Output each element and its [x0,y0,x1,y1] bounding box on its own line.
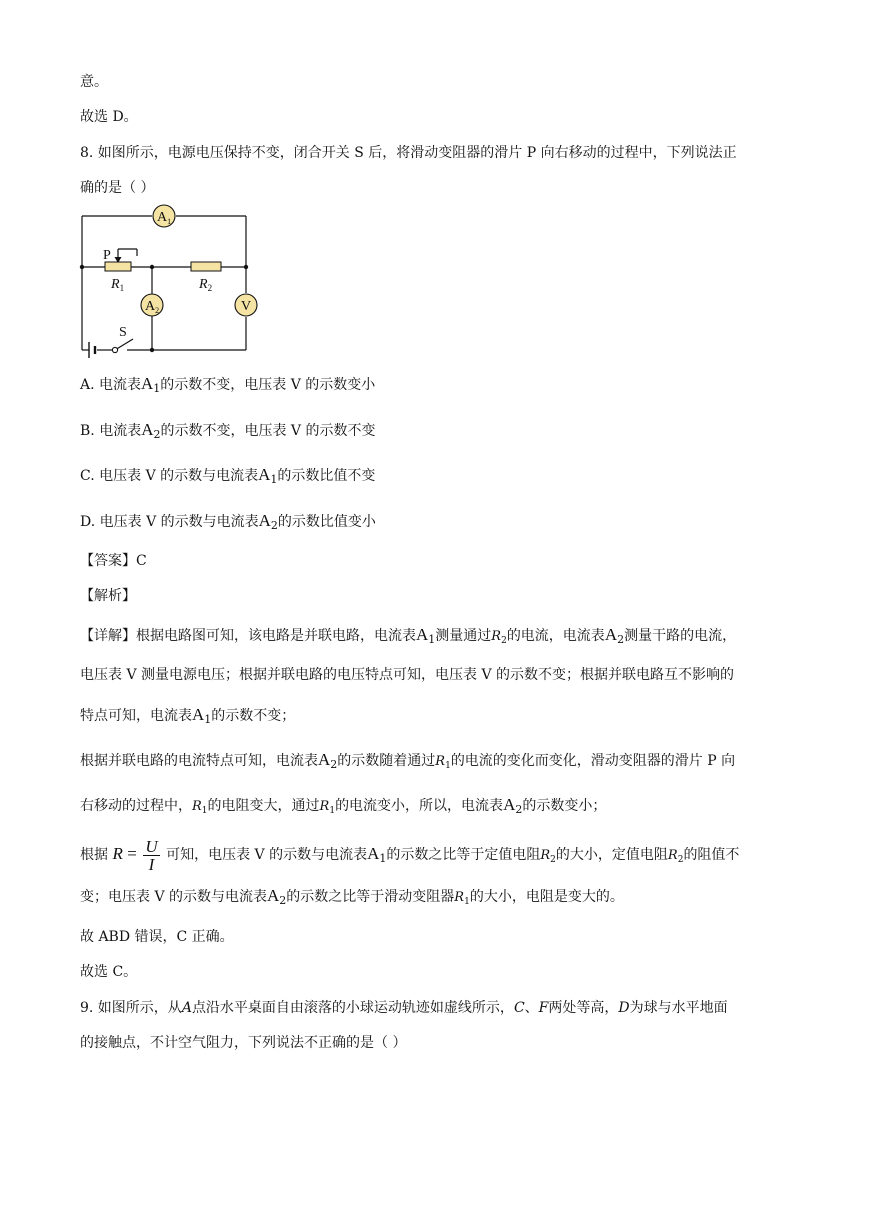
detail-line: 特点可知，电流表$A_1$的示数不变； [80,705,296,726]
svg-text:P: P [103,248,111,263]
analysis-label: 【解析】 [80,588,136,604]
question-9-stem: 9. 如图所示，从A点沿水平桌面自由滚落的小球运动轨迹如虚线所示，C、F两处等高，D为球与水平地面 [80,1000,728,1016]
detail-line: 右移动的过程中，$R_1$的电阻变大，通过$R_1$的电流变小，所以，电流表$A_2$的示数变小； [80,795,607,816]
detail-line: 【详解】根据电路图可知，该电路是并联电路，电流表$A_1$测量通过$R_2$的电流，电流表$A_2$测量干路的电流， [80,625,737,646]
text-line: 意。 [80,74,108,90]
detail-line: 根据并联电路的电流特点可知，电流表$A_2$的示数随着通过$R_1$的电流的变化而变化，滑动变阻器的滑片 P 向 [80,750,736,771]
detail-line: 电压表 V 测量电源电压；根据并联电路的电压特点可知，电压表 V 的示数不变；根据并联电路互不影响的 [80,667,735,683]
option-d[interactable]: D. 电压表 V 的示数与电流表$A_2$的示数比值变小 [80,511,376,532]
formula-lhs: R [112,844,123,863]
svg-text:R1: $R_1$ [111,277,125,293]
svg-text:A1: $A_1$ [157,210,172,226]
question-8-stem-cont: 确的是（ ） [80,180,155,196]
formula-fraction: $\frac{U}{I}$ [145,836,158,874]
answer-label: 【答案】C [80,553,147,569]
text-line: 故选 D。 [80,109,138,125]
detail-line: 故选 C。 [80,964,138,980]
detail-line: 变；电压表 V 的示数与电流表$A_2$的示数之比等于滑动变阻器$R_1$的大小，电阻是变大的。 [80,886,624,907]
svg-text:V: V [241,299,252,314]
detail-line: 故 ABD 错误，C 正确。 [80,929,234,945]
detail-line-formula: 根据 R = $\frac{U}{I}$ 可知，电压表 V 的示数与电流表$A_1$的示数之比等于定值电阻$R_2$的大小，定值电阻$R_2$的阻值不 [80,836,740,874]
question-8-stem: 8. 如图所示，电源电压保持不变，闭合开关 S 后，将滑动变阻器的滑片 P 向右移动的过程中，下列说法正 [80,145,737,161]
svg-text:S: S [119,325,127,340]
circuit-diagram [75,200,265,360]
option-b[interactable]: B. 电流表$A_2$的示数不变，电压表 V 的示数不变 [80,420,376,441]
question-9-stem-cont: 的接触点，不计空气阻力，下列说法不正确的是（ ） [80,1035,407,1051]
svg-text:R2: $R_2$ [199,277,213,293]
option-c[interactable]: C. 电压表 V 的示数与电流表$A_1$的示数比值不变 [80,465,376,486]
svg-text:A2: $A_2$ [145,299,160,315]
option-a[interactable]: A. 电流表$A_1$的示数不变，电压表 V 的示数变小 [80,374,376,395]
